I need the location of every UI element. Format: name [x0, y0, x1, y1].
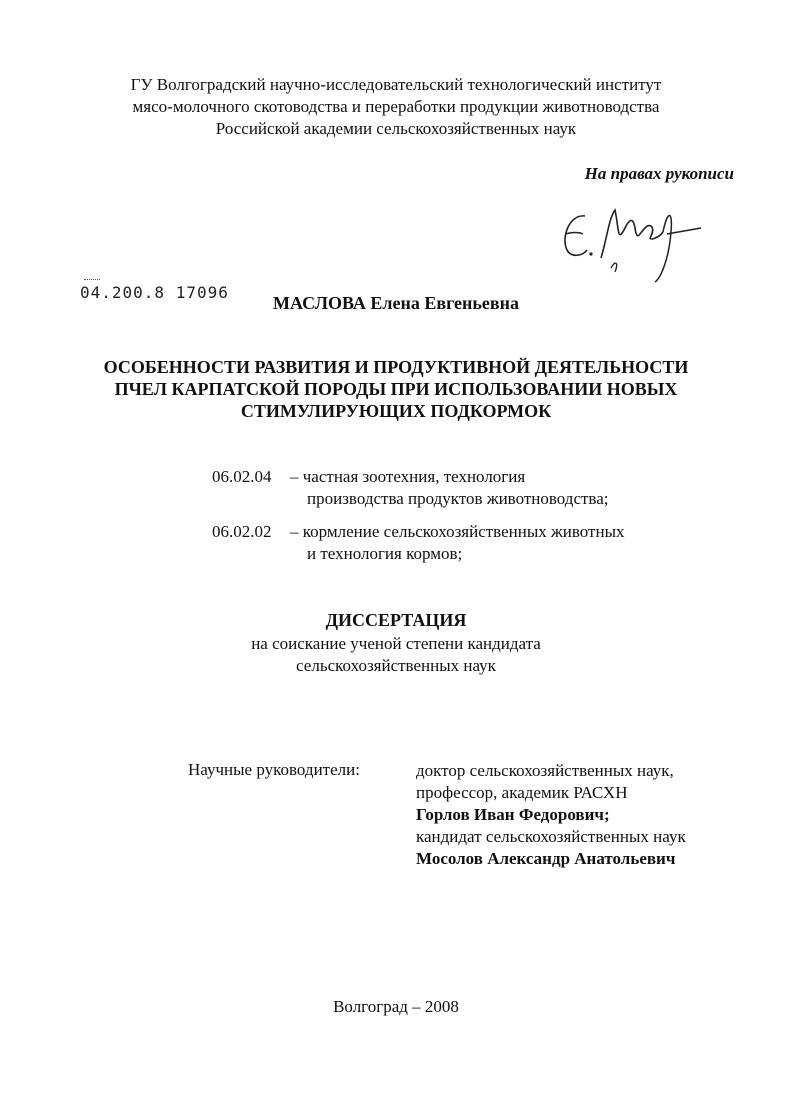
rights-note: На правах рукописи — [584, 164, 734, 183]
supervisor-name: Горлов Иван Федорович; — [416, 805, 610, 824]
title-line: ПЧЕЛ КАРПАТСКОЙ ПОРОДЫ ПРИ ИСПОЛЬЗОВАНИИ НОВЫХ — [114, 379, 678, 399]
supervisors-label: Научные руководители: — [188, 760, 360, 779]
specialty-code: 06.02.02 — [212, 522, 272, 541]
supervisor-name: Мосолов Александр Анатольевич — [416, 849, 676, 868]
dissertation-heading: ДИССЕРТАЦИЯ — [325, 610, 467, 630]
institution-line: Российской академии сельскохозяйственных наук — [215, 119, 577, 138]
title-line: СТИМУЛИРУЮЩИХ ПОДКОРМОК — [240, 401, 552, 421]
degree-line: сельскохозяйственных наук — [296, 656, 496, 675]
specialty-text: – кормление сельскохозяйственных животных — [290, 522, 625, 541]
specialty-code: 06.02.04 — [212, 467, 272, 486]
supervisors-list — [416, 760, 686, 870]
institution-line: ГУ Волгоградский научно-исследовательский технологический институт — [130, 75, 662, 94]
supervisor-line: профессор, академик РАСХН — [416, 783, 628, 802]
specialty-text: и технология кормов; — [307, 544, 463, 563]
degree-statement — [0, 633, 792, 677]
supervisor-line: кандидат сельскохозяйственных наук — [416, 827, 686, 846]
specialty-text: производства продуктов животноводства; — [307, 489, 609, 508]
dissertation-title — [0, 356, 792, 422]
supervisor-line: доктор сельскохозяйственных наук, — [416, 761, 674, 780]
archive-code: 04.200.8 17096 — [80, 283, 229, 302]
institution-header — [0, 74, 792, 140]
title-line: ОСОБЕННОСТИ РАЗВИТИЯ И ПРОДУКТИВНОЙ ДЕЯТЕЛЬНОСТИ — [103, 357, 689, 377]
specialty-text: – частная зоотехния, технология — [290, 467, 526, 486]
degree-line: на соискание ученой степени кандидата — [251, 634, 541, 653]
author-name: МАСЛОВА Елена Евгеньевна — [272, 293, 519, 313]
city-year: Волгоград – 2008 — [333, 997, 459, 1016]
signature — [555, 198, 705, 286]
institution-line: мясо-молочного скотоводства и переработки продукции животноводства — [132, 97, 660, 116]
